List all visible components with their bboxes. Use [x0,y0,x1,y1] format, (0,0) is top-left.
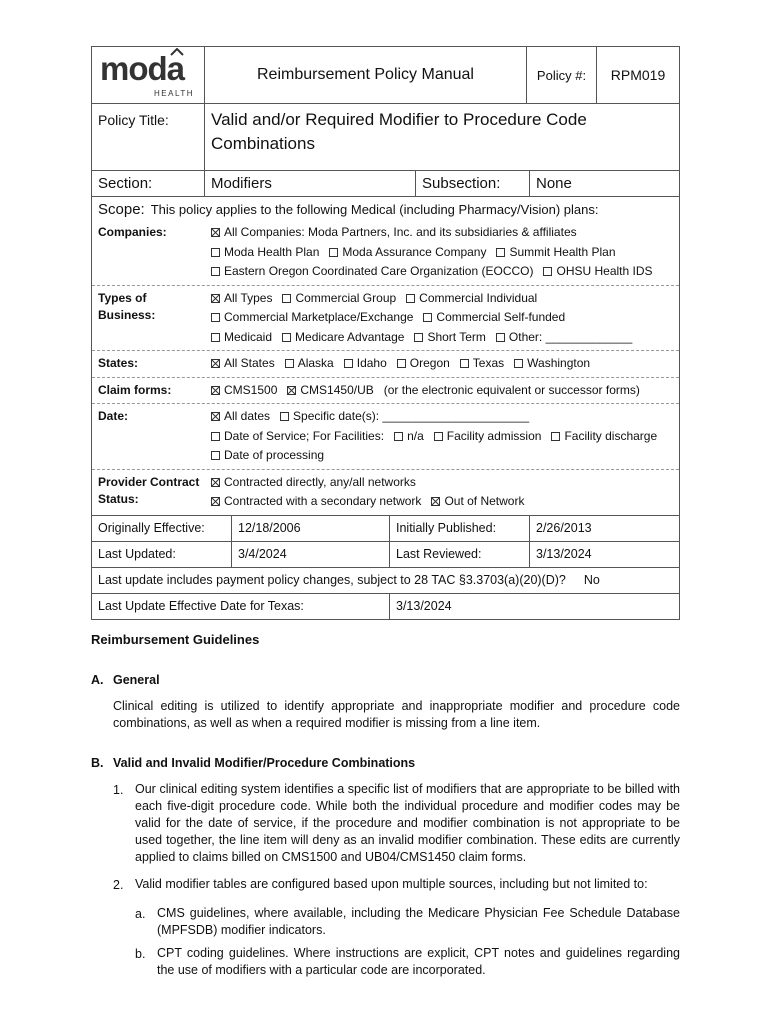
texas-question-text: Last update includes payment policy changes, subject to 28 TAC §3.3703(a)(20)(D)? [98,573,566,587]
last-reviewed-value: 3/13/2024 [536,547,592,561]
date-row [92,404,679,470]
option-line [211,492,679,512]
option-label: Idaho [356,356,387,370]
checked-checkbox[interactable] [211,228,220,237]
last-updated-label: Last Updated: [92,542,232,567]
option-line [211,381,679,401]
unchecked-checkbox[interactable] [496,248,505,257]
option-line [211,354,679,374]
option-label: Oregon [409,356,450,370]
manual-title: Reimbursement Policy Manual [205,47,527,103]
companies-options [211,220,679,285]
section-label: Section: [92,171,205,196]
updated-row [92,541,679,567]
option-label: n/a [407,428,424,443]
date-options [211,404,679,469]
option-label: Date of Service; For Facilities: [224,428,385,443]
unchecked-checkbox[interactable] [211,333,220,342]
unchecked-checkbox[interactable] [414,333,423,342]
logo-subtext: HEALTH [154,89,194,98]
unchecked-checkbox[interactable] [423,313,432,322]
option-label: Washington [527,356,591,370]
section-a-text: Clinical editing is utilized to identify appropriate and inappropriate modifier and procedure code combinations, as well as when a required modifier is missing from a line item. [113,699,680,730]
option-line [211,328,679,348]
unchecked-checkbox[interactable] [406,294,415,303]
section-value: Modifiers [205,171,416,196]
policy-number-label: Policy #: [527,47,597,103]
initially-published-value: 2/26/2013 [536,521,592,535]
logo-wordmark: moda [100,50,185,87]
sub-list-item [135,905,680,939]
option-label: Date of processing [224,448,325,462]
list-item [113,876,680,895]
list-item [113,781,680,866]
scope-label: Scope: [98,201,145,218]
list-item-number: 1. [113,783,124,797]
sub-list-item-text: CMS guidelines, where available, including the Medicare Physician Fee Schedule Database (MPFSDB) modifier indicators. [157,906,680,937]
option-line [211,308,679,328]
subsection-label: Subsection: [416,171,530,196]
option-label: All Types [224,290,273,305]
option-label: Contracted with a secondary network [224,494,422,508]
unchecked-checkbox[interactable] [211,313,220,322]
sub-list-item-text: CPT coding guidelines. Where instructions are explicit, CPT notes and guidelines regarding the use of modifiers with a particular code are incorporated. [157,946,680,977]
business-types-options [211,286,679,351]
checked-checkbox[interactable] [211,478,220,487]
moda-logo [92,47,205,103]
option-line [211,473,679,493]
unchecked-checkbox[interactable] [211,267,220,276]
last-updated-value: 3/4/2024 [232,542,390,567]
checked-checkbox[interactable] [211,412,220,421]
checked-checkbox[interactable] [431,497,440,506]
option-line [211,407,679,427]
option-label: Facility admission [446,428,542,443]
unchecked-checkbox[interactable] [514,359,523,368]
scope-text: This policy applies to the following Medical (including Pharmacy/Vision) plans: [150,202,599,217]
texas-question [92,568,679,593]
unchecked-checkbox[interactable] [394,432,403,441]
last-reviewed-label: Last Reviewed: [390,542,530,567]
checked-checkbox[interactable] [211,294,220,303]
provider-contract-row [92,470,679,515]
unchecked-checkbox[interactable] [211,451,220,460]
unchecked-checkbox[interactable] [344,359,353,368]
claim-forms-options [211,378,679,404]
claim-forms-label: Claim forms: [98,382,172,397]
unchecked-checkbox[interactable] [460,359,469,368]
effective-row [92,515,679,541]
unchecked-checkbox[interactable] [285,359,294,368]
option-label: All dates [224,409,271,423]
option-label: All States [224,356,275,370]
business-types-label [92,286,211,351]
section-a-title: General [113,673,160,687]
companies-label: Companies: [98,225,167,239]
option-label: OHSU Health IDS [556,264,653,278]
option-line [211,262,679,282]
guidelines-heading: Reimbursement Guidelines [91,632,260,647]
option-line [211,223,679,243]
texas-question-row [92,567,679,593]
option-label: Out of Network [444,494,525,508]
option-label: Alaska [297,356,334,370]
business-label-line2: Business: [98,307,156,322]
option-label: Summit Health Plan [509,244,616,259]
section-b-title: Valid and Invalid Modifier/Procedure Combinations [113,756,416,770]
unchecked-checkbox[interactable] [434,432,443,441]
checked-checkbox[interactable] [287,386,296,395]
option-label: Medicaid [224,329,273,344]
section-b-letter: B. [91,756,104,770]
policy-title: Valid and/or Required Modifier to Procedure Code Combinations [211,110,587,153]
unchecked-checkbox[interactable] [496,333,505,342]
option-label: Moda Health Plan [224,244,320,259]
option-label: Commercial Self-funded [436,310,566,324]
states-row [92,351,679,378]
originally-effective-value: 12/18/2006 [232,516,390,541]
option-label: Short Term [427,329,486,344]
date-label: Date: [98,409,129,423]
unchecked-checkbox[interactable] [282,333,291,342]
business-types-row [92,286,679,352]
option-line [211,243,679,263]
option-label: Specific date(s): ______________________ [293,409,530,423]
provider-contract-options [211,470,679,515]
option-line [211,289,679,309]
option-label: Texas [472,356,505,370]
option-label: Contracted directly, any/all networks [224,474,416,489]
provider-label-line2: Status: [98,491,139,506]
unchecked-checkbox[interactable] [329,248,338,257]
option-label: Medicare Advantage [295,329,405,344]
provider-contract-label [92,470,211,515]
list-item-text: Our clinical editing system identifies a specific list of modifiers that are appropriate to be billed with each five-digit procedure code. While both the individual procedure and modifier codes may be valid for the date of service, if the procedure and modifier combination is not appropriate to be used together, the line item will deny as an invalid modifier combination. These edits are currently applied to claims billed on CMS1500 and UB04/CMS1450 claim forms. [135,782,680,864]
policy-header-table [91,46,680,620]
companies-row [92,220,679,286]
unchecked-checkbox[interactable] [551,432,560,441]
provider-label-line1: Provider Contract [98,474,200,489]
option-label: Commercial Individual [419,290,538,305]
list-item-text: Valid modifier tables are configured based upon multiple sources, including but not limited to: [135,877,648,891]
initially-published-label: Initially Published: [390,516,530,541]
section-b-heading [91,754,680,773]
policy-number: RPM019 [610,67,666,83]
checked-checkbox[interactable] [211,497,220,506]
texas-effective-label: Last Update Effective Date for Texas: [92,594,390,619]
option-label: Commercial Marketplace/Exchange [224,310,414,324]
list-item-number: 2. [113,878,124,892]
sub-list-item-letter: a. [135,907,146,921]
subsection-value: None [536,175,572,192]
option-label: CMS1500 [224,382,278,397]
unchecked-checkbox[interactable] [397,359,406,368]
unchecked-checkbox[interactable] [543,267,552,276]
business-label-line1: Types of [98,290,147,305]
section-a-heading [91,671,680,690]
section-a-letter: A. [91,673,104,687]
states-options [211,351,679,377]
unchecked-checkbox[interactable] [211,248,220,257]
unchecked-checkbox[interactable] [282,294,291,303]
policy-title-label: Policy Title: [92,104,205,170]
sub-list-item [135,945,680,979]
texas-effective-value: 3/13/2024 [396,599,452,613]
option-label: CMS1450/UB [300,382,374,397]
option-label: All Companies: Moda Partners, Inc. and its subsidiaries & affiliates [224,225,577,239]
scope-statement [92,197,679,220]
originally-effective-label: Originally Effective: [92,516,232,541]
unchecked-checkbox[interactable] [211,432,220,441]
claim-forms-row [92,378,679,405]
states-label: States: [98,356,139,370]
option-line [211,427,679,447]
sub-list-item-letter: b. [135,947,146,961]
texas-answer: No [583,573,600,587]
option-line [211,446,679,466]
option-label: Eastern Oregon Coordinated Care Organization (EOCCO) [224,264,534,278]
option-label: Facility discharge [564,428,658,443]
checked-checkbox[interactable] [211,359,220,368]
reimbursement-guidelines [91,630,680,985]
option-label: Other: _____________ [508,329,633,344]
texas-effective-row [92,593,679,619]
option-label: (or the electronic equivalent or successor forms) [383,382,640,397]
option-label: Moda Assurance Company [342,244,487,259]
unchecked-checkbox[interactable] [280,412,289,421]
option-label: Commercial Group [295,290,397,305]
checked-checkbox[interactable] [211,386,220,395]
